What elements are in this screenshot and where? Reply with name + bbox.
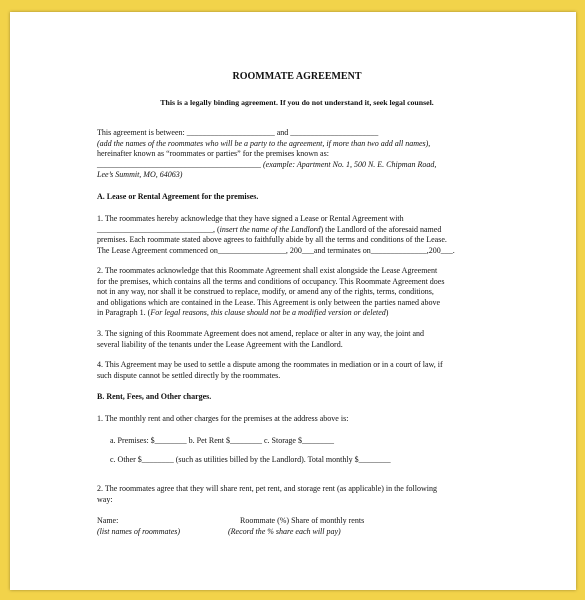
a2-line-1: 2. The roommates acknowledge that this Roommate Agreement shall exist alongside the Lease Agreement [97,266,438,275]
b2-line-2: way: [97,494,113,504]
premises-example: (example: Apartment No. 1, 500 N. E. Chipman Road, [263,159,437,169]
intro-line-2: (add the names of the roommates who will be a party to the agreement, if more than two add all names), [97,138,431,148]
a1-line-2: _____________________________, (insert the name of the Landlord) the Landlord of the aforesaid named [97,224,442,234]
a2-line-2: for the premises, which contains all the terms and conditions of occupancy. This Roommate Agreement does [97,276,445,286]
intro-line-5: Lee’s Summit, MO, 64063) [97,170,183,179]
a2-line-3: not in any way, nor shall it be construed to replace, modify, or amend any of the rights, terms, conditions, [97,287,434,296]
a1-line-1: 1. The roommates hereby acknowledge that they have signed a Lease or Rental Agreement with [97,214,404,223]
share-table-col-share: Roommate (%) Share of monthly rents [240,516,365,525]
premises-blank: _________________________________________ [97,159,263,169]
share-table-note-names: (list names of roommates) [97,526,181,536]
a1-line-3: premises. Each roommate stated above agrees to faithfully abide by all the terms and conditions of the Lease. [97,235,447,244]
a4-line-1: 4. This Agreement may be used to settle a dispute among the roommates in mediation or in a court of law, if [97,360,443,369]
intro-line-1: This agreement is between: ______________________ and ______________________ [97,128,379,137]
charges-line: a. Premises: $________ b. Pet Rent $________ c. Storage $________ [110,436,334,445]
a3-line-1: 3. The signing of this Roommate Agreement does not amend, replace or alter in any way, the joint and [97,329,425,338]
share-table-col-name: Name: [97,516,119,525]
section-a-heading: A. Lease or Rental Agreement for the premises. [97,192,259,201]
intro-line-3: hereinafter known as “roommates or parties” for the premises known as: [97,149,329,158]
a3-line-2: several liability of the tenants under the Lease Agreement with the Landlord. [97,339,343,349]
document-subtitle: This is a legally binding agreement. If you do not understand it, seek legal counsel. [160,98,434,107]
intro-line-4 [97,160,436,171]
document-page [10,12,576,590]
b2-line-1: 2. The roommates agree that they will share rent, pet rent, and storage rent (as applicable) in the following [97,484,437,493]
share-table-note-share: (Record the % share each will pay) [228,526,341,536]
a2-line-5: in Paragraph 1. (For legal reasons, this clause should not be a modified version or deleted) [97,308,389,317]
a2-line-4: and obligations which are contained in the Lease. This Agreement is only between the parties named above [97,297,441,307]
section-b-heading: B. Rent, Fees, and Other charges. [97,392,212,401]
document-title: ROOMMATE AGREEMENT [232,71,362,82]
a1-line-4: The Lease Agreement commenced on_________________, 200___and terminates on______________,200___. [97,245,455,255]
b1-line: 1. The monthly rent and other charges for the premises at the address above is: [97,414,349,423]
other-charges-line: c. Other $________ (such as utilities billed by the Landlord). Total monthly $________ [110,455,391,464]
a4-line-2: such dispute cannot be settled directly by the roommates. [97,370,281,380]
